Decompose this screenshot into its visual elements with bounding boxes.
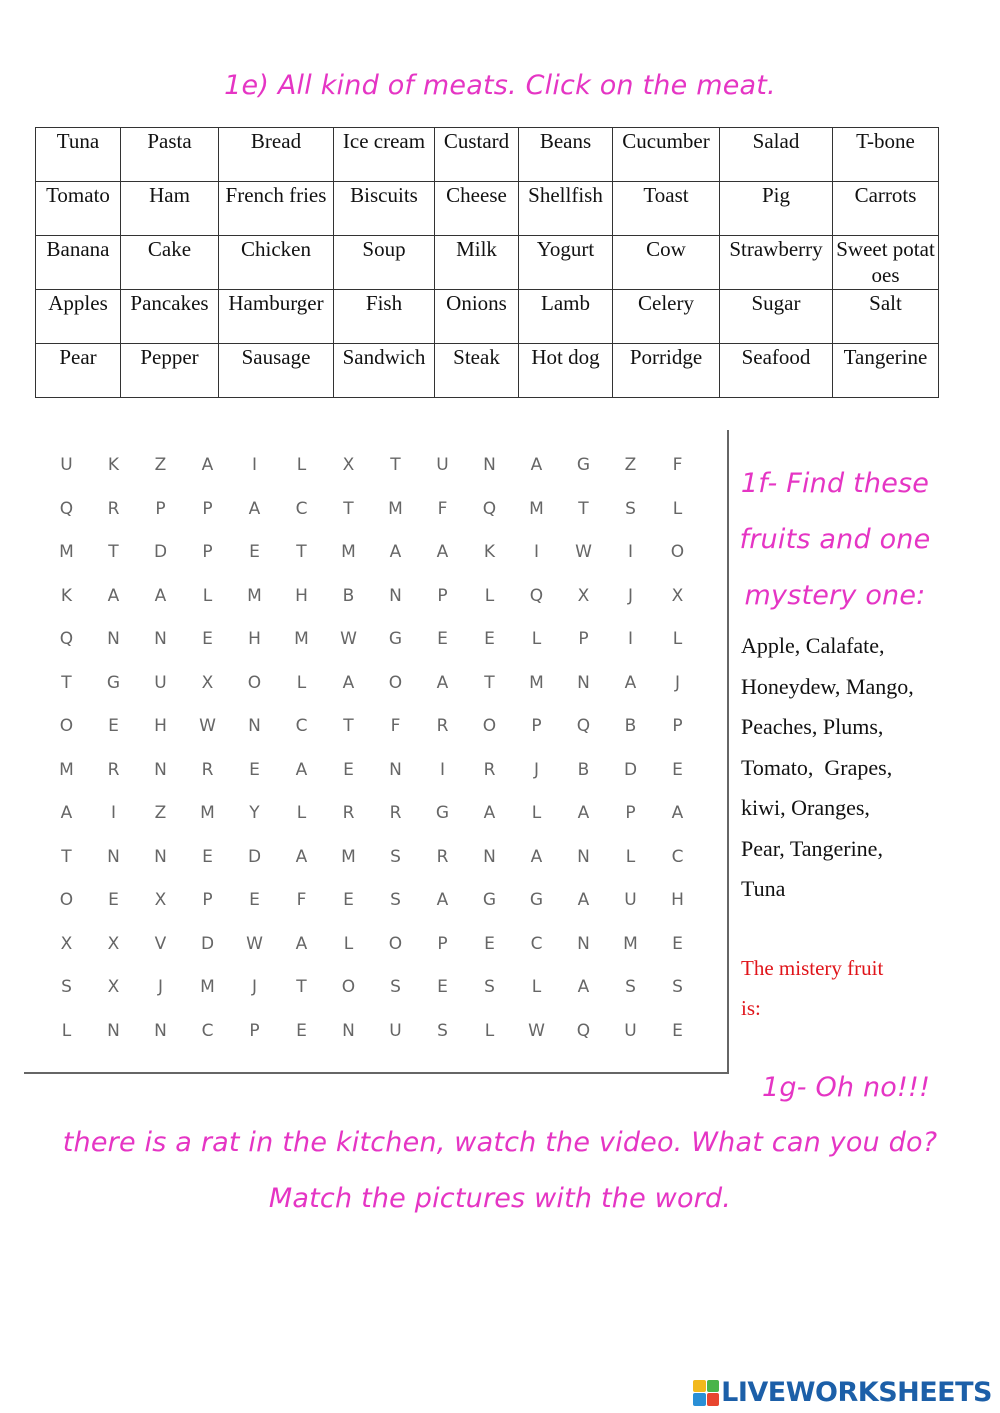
- food-cell[interactable]: Hamburger: [219, 290, 334, 344]
- food-cell[interactable]: Pig: [720, 182, 833, 236]
- word-search-letter[interactable]: H: [671, 890, 684, 910]
- word-search-letter[interactable]: A: [483, 803, 496, 823]
- word-search-letter[interactable]: T: [578, 498, 589, 519]
- word-search-row: [43, 670, 701, 714]
- word-search-letter[interactable]: N: [107, 1020, 120, 1041]
- word-search-letter[interactable]: U: [60, 455, 73, 475]
- food-cell[interactable]: Chicken: [219, 236, 334, 290]
- word-search-row: [43, 452, 701, 496]
- word-search-letter[interactable]: A: [342, 672, 355, 693]
- word-search-letter[interactable]: R: [483, 759, 496, 780]
- word-search-letter[interactable]: E: [202, 846, 213, 867]
- mystery-fruit-prompt: [741, 948, 961, 1028]
- word-search-letter[interactable]: G: [106, 672, 121, 693]
- word-search-letter[interactable]: P: [672, 716, 683, 736]
- food-cell[interactable]: Toast: [613, 182, 720, 236]
- word-search-letter[interactable]: N: [389, 759, 402, 780]
- word-search-letter[interactable]: N: [342, 1020, 355, 1041]
- word-search-letter[interactable]: S: [672, 977, 683, 997]
- food-table-row: [36, 290, 939, 344]
- word-search-letter[interactable]: M: [247, 585, 262, 606]
- word-search-letter[interactable]: L: [202, 585, 213, 606]
- word-search-letter[interactable]: T: [343, 716, 354, 736]
- word-search-letter[interactable]: L: [672, 629, 683, 649]
- word-search-letter[interactable]: A: [530, 455, 543, 475]
- word-search-letter[interactable]: P: [625, 803, 636, 823]
- word-search-letter[interactable]: J: [674, 672, 680, 693]
- word-search-letter[interactable]: P: [437, 933, 448, 954]
- word-search-letter[interactable]: W: [199, 716, 216, 736]
- word-search-letter[interactable]: P: [155, 498, 166, 519]
- word-search-letter[interactable]: W: [246, 933, 263, 954]
- word-search-letter[interactable]: N: [389, 585, 402, 606]
- word-search-letter[interactable]: M: [341, 846, 356, 867]
- food-cell[interactable]: Apples: [36, 290, 121, 344]
- word-search-letter[interactable]: Q: [576, 1020, 591, 1041]
- word-search-letter[interactable]: A: [577, 803, 590, 823]
- exercise-1f-title: [735, 456, 935, 624]
- word-search-letter[interactable]: Z: [154, 803, 167, 823]
- word-search-letter[interactable]: S: [390, 846, 401, 867]
- word-search-letter[interactable]: P: [578, 629, 589, 649]
- exercise-1g-title: 1g- Oh no!!!: [762, 1072, 931, 1103]
- word-search-letter[interactable]: N: [483, 846, 496, 867]
- word-search-letter[interactable]: E: [249, 542, 260, 562]
- food-cell[interactable]: Pepper: [121, 344, 219, 398]
- fruit-list-line: Peaches, Plums,: [741, 714, 884, 739]
- word-search-letter[interactable]: H: [248, 629, 261, 649]
- word-search-letter[interactable]: U: [436, 455, 449, 475]
- fruit-list: [741, 626, 991, 910]
- food-cell[interactable]: Onions: [435, 290, 519, 344]
- food-cell[interactable]: Pasta: [121, 128, 219, 182]
- food-cell[interactable]: Pancakes: [121, 290, 219, 344]
- word-search-letter[interactable]: N: [483, 455, 496, 475]
- word-search-letter[interactable]: T: [390, 455, 401, 475]
- word-search-letter[interactable]: B: [342, 585, 355, 606]
- word-search-letter[interactable]: M: [59, 542, 74, 562]
- word-search-letter[interactable]: A: [436, 672, 449, 693]
- word-search-letter[interactable]: O: [482, 716, 497, 736]
- word-search-letter[interactable]: A: [530, 846, 543, 867]
- title-1f-line: mystery one:: [744, 580, 926, 611]
- word-search-letter[interactable]: I: [439, 759, 445, 780]
- food-cell[interactable]: Milk: [435, 236, 519, 290]
- word-search-row: [43, 800, 701, 844]
- word-search-letter[interactable]: X: [107, 933, 120, 954]
- word-search-letter[interactable]: C: [295, 716, 308, 736]
- word-search-letter[interactable]: P: [202, 498, 213, 519]
- word-search-letter[interactable]: M: [59, 759, 74, 780]
- word-search-letter[interactable]: L: [625, 846, 636, 867]
- word-search-letter[interactable]: R: [389, 803, 402, 823]
- word-search-letter[interactable]: T: [108, 542, 119, 562]
- food-cell[interactable]: Bread: [219, 128, 334, 182]
- title-1f-line: fruits and one: [739, 524, 931, 555]
- word-search-letter[interactable]: M: [529, 498, 544, 519]
- word-search-letter[interactable]: J: [533, 759, 539, 780]
- food-cell[interactable]: T-bone: [833, 128, 939, 182]
- word-search-letter[interactable]: O: [341, 977, 356, 997]
- food-table-row: [36, 182, 939, 236]
- word-search-letter[interactable]: D: [200, 933, 215, 954]
- word-search-letter[interactable]: U: [389, 1020, 402, 1041]
- word-search-letter[interactable]: N: [107, 846, 120, 867]
- logo-square: [693, 1393, 706, 1406]
- logo-square: [693, 1380, 706, 1393]
- word-search-letter[interactable]: G: [529, 890, 544, 910]
- word-search-letter[interactable]: U: [624, 890, 637, 910]
- word-search-letter[interactable]: L: [484, 585, 495, 606]
- word-search-letter[interactable]: D: [623, 759, 638, 780]
- word-search-letter[interactable]: P: [249, 1020, 260, 1041]
- word-search-letter[interactable]: P: [531, 716, 542, 736]
- word-search-letter[interactable]: A: [201, 455, 214, 475]
- word-search-letter[interactable]: C: [671, 846, 684, 867]
- fruit-list-line: Pear, Tangerine,: [741, 835, 883, 861]
- food-cell[interactable]: Porridge: [613, 344, 720, 398]
- word-search-letter[interactable]: R: [342, 803, 355, 823]
- match-instruction: Match the pictures with the word.: [268, 1183, 732, 1214]
- word-search-letter[interactable]: G: [482, 890, 497, 910]
- word-search-letter[interactable]: L: [531, 629, 542, 649]
- word-search-letter[interactable]: O: [388, 933, 403, 954]
- food-cell[interactable]: Cow: [613, 236, 720, 290]
- word-search-letter[interactable]: R: [107, 759, 120, 780]
- word-search-letter[interactable]: L: [343, 933, 354, 954]
- word-search-letter[interactable]: T: [484, 672, 495, 693]
- word-search-letter[interactable]: P: [437, 585, 448, 606]
- word-search-row: [43, 931, 701, 975]
- word-search-letter[interactable]: A: [295, 759, 308, 780]
- word-search-letter[interactable]: A: [671, 803, 684, 823]
- word-search-row: [43, 496, 701, 540]
- liveworksheets-brand: [693, 1377, 992, 1408]
- word-search-letter[interactable]: P: [202, 542, 213, 562]
- word-search-letter[interactable]: M: [294, 629, 309, 649]
- word-search-row: [43, 974, 701, 1018]
- fruit-list-line: Honeydew, Mango,: [741, 673, 914, 699]
- food-cell[interactable]: Tuna: [36, 128, 121, 182]
- word-search-letter[interactable]: A: [107, 585, 120, 606]
- word-search-letter[interactable]: L: [484, 1020, 495, 1041]
- word-search-letter[interactable]: I: [251, 455, 257, 475]
- word-search-letter[interactable]: N: [577, 933, 590, 954]
- word-search-letter[interactable]: F: [672, 455, 683, 475]
- food-cell[interactable]: Salad: [720, 128, 833, 182]
- word-search-letter[interactable]: Q: [59, 629, 74, 649]
- word-search-letter[interactable]: E: [343, 759, 354, 780]
- food-table-row: [36, 236, 939, 290]
- word-search-letter[interactable]: E: [249, 890, 260, 910]
- word-search-letter[interactable]: U: [154, 672, 167, 693]
- word-search-letter[interactable]: K: [483, 542, 496, 562]
- food-cell[interactable]: Sugar: [720, 290, 833, 344]
- word-search-row: [43, 539, 701, 583]
- word-search-letter[interactable]: C: [295, 498, 308, 519]
- word-search-letter[interactable]: L: [296, 455, 307, 475]
- word-search-letter[interactable]: S: [390, 890, 401, 910]
- word-search-letter[interactable]: N: [154, 759, 167, 780]
- word-search-letter[interactable]: Q: [482, 498, 497, 519]
- word-search-letter[interactable]: P: [202, 890, 213, 910]
- word-search-letter[interactable]: G: [435, 803, 450, 823]
- word-search-letter[interactable]: J: [157, 977, 163, 997]
- food-cell[interactable]: Sausage: [219, 344, 334, 398]
- word-search-letter[interactable]: S: [390, 977, 401, 997]
- word-search-letter[interactable]: S: [437, 1020, 448, 1041]
- word-search-letter[interactable]: C: [201, 1020, 214, 1041]
- word-search-letter[interactable]: Z: [154, 455, 167, 475]
- food-cell[interactable]: Yogurt: [519, 236, 613, 290]
- word-search-letter[interactable]: M: [341, 542, 356, 562]
- logo-square: [707, 1393, 720, 1406]
- word-search-letter[interactable]: A: [389, 542, 402, 562]
- word-search-letter[interactable]: X: [671, 585, 684, 606]
- word-search-letter[interactable]: A: [577, 977, 590, 997]
- word-search-letter[interactable]: W: [340, 629, 357, 649]
- word-search-letter[interactable]: T: [61, 846, 72, 867]
- food-table: [35, 127, 939, 398]
- word-search-letter[interactable]: F: [296, 890, 307, 910]
- word-search-letter[interactable]: E: [108, 716, 119, 736]
- word-search-letter[interactable]: E: [249, 759, 260, 780]
- food-cell[interactable]: Cake: [121, 236, 219, 290]
- word-search-letter[interactable]: E: [672, 759, 683, 780]
- word-search-letter[interactable]: M: [623, 933, 638, 954]
- food-cell[interactable]: Tangerine: [833, 344, 939, 398]
- word-search-letter[interactable]: O: [388, 672, 403, 693]
- food-table-row: [36, 344, 939, 398]
- word-search-letter[interactable]: E: [484, 933, 495, 954]
- word-search-letter[interactable]: L: [61, 1020, 72, 1041]
- word-search-letter[interactable]: D: [247, 846, 262, 867]
- word-search-letter[interactable]: E: [296, 1020, 307, 1041]
- word-search-letter[interactable]: R: [436, 716, 449, 736]
- word-search-letter[interactable]: A: [295, 846, 308, 867]
- word-search-row: [43, 1018, 701, 1062]
- word-search-letter[interactable]: Q: [59, 498, 74, 519]
- word-search-letter[interactable]: J: [627, 585, 633, 606]
- word-search-letter[interactable]: N: [577, 672, 590, 693]
- word-search-letter[interactable]: E: [672, 933, 683, 954]
- food-cell[interactable]: Cheese: [435, 182, 519, 236]
- word-search-row: [43, 583, 701, 627]
- word-search-letter[interactable]: E: [437, 977, 448, 997]
- liveworksheets-logo-icon: [693, 1380, 719, 1406]
- word-search-letter[interactable]: B: [624, 716, 637, 736]
- mystery-line: The mistery fruit: [741, 956, 884, 980]
- food-cell[interactable]: French fries: [219, 182, 334, 236]
- word-search-letter[interactable]: E: [343, 890, 354, 910]
- word-search-letter[interactable]: N: [154, 846, 167, 867]
- word-search-letter[interactable]: L: [296, 803, 307, 823]
- word-search-letter[interactable]: I: [110, 803, 116, 823]
- word-search-letter[interactable]: N: [577, 846, 590, 867]
- word-search-letter[interactable]: L: [672, 498, 683, 519]
- word-search-letter[interactable]: A: [436, 890, 449, 910]
- word-search-letter[interactable]: E: [672, 1020, 683, 1041]
- word-search-letter[interactable]: X: [577, 585, 590, 606]
- word-search-letter[interactable]: I: [627, 542, 633, 562]
- food-cell[interactable]: Lamb: [519, 290, 613, 344]
- word-search-row: [43, 757, 701, 801]
- word-search-letter[interactable]: F: [437, 498, 448, 519]
- word-search-letter[interactable]: Z: [624, 455, 637, 475]
- food-cell[interactable]: Shellfish: [519, 182, 613, 236]
- food-cell[interactable]: Beans: [519, 128, 613, 182]
- word-search-letter[interactable]: C: [530, 933, 543, 954]
- word-search-letter[interactable]: E: [484, 629, 495, 649]
- word-search-letter[interactable]: A: [577, 890, 590, 910]
- word-search-letter[interactable]: R: [436, 846, 449, 867]
- word-search-letter[interactable]: X: [60, 933, 73, 954]
- word-search-letter[interactable]: R: [107, 498, 120, 519]
- food-cell[interactable]: Banana: [36, 236, 121, 290]
- word-search-letter[interactable]: W: [528, 1020, 545, 1041]
- word-search-letter[interactable]: H: [154, 716, 167, 736]
- word-search-letter[interactable]: O: [59, 890, 74, 910]
- word-search-letter[interactable]: N: [248, 716, 261, 736]
- food-cell[interactable]: Salt: [833, 290, 939, 344]
- food-cell[interactable]: Seafood: [720, 344, 833, 398]
- word-search-letter[interactable]: S: [625, 498, 636, 519]
- title-1f-line: 1f- Find these: [740, 468, 930, 499]
- word-search-letter[interactable]: M: [529, 672, 544, 693]
- word-search-letter[interactable]: X: [154, 890, 167, 910]
- food-cell[interactable]: Steak: [435, 344, 519, 398]
- word-search-letter[interactable]: A: [624, 672, 637, 693]
- word-search-letter[interactable]: M: [200, 803, 215, 823]
- fruit-list-line: Tuna: [741, 876, 786, 901]
- word-search-letter[interactable]: Q: [529, 585, 544, 606]
- word-search-letter[interactable]: H: [295, 585, 308, 606]
- word-search-letter[interactable]: T: [296, 977, 307, 997]
- word-search-letter[interactable]: S: [625, 977, 636, 997]
- word-search-letter[interactable]: W: [575, 542, 592, 562]
- word-search-letter[interactable]: O: [670, 542, 685, 562]
- rat-instruction: there is a rat in the kitchen, watch the video. What can you do?: [62, 1127, 938, 1158]
- word-search-letter[interactable]: I: [533, 542, 539, 562]
- food-cell[interactable]: Biscuits: [334, 182, 435, 236]
- fruit-list-line: Tomato, Grapes,: [741, 754, 893, 780]
- word-search-letter[interactable]: O: [59, 716, 74, 736]
- food-cell[interactable]: Ice cream: [334, 128, 435, 182]
- word-search-letter[interactable]: M: [388, 498, 403, 519]
- word-search-letter[interactable]: G: [388, 629, 403, 649]
- word-search-letter[interactable]: E: [108, 890, 119, 910]
- word-search-letter[interactable]: N: [154, 629, 167, 649]
- word-search-letter[interactable]: A: [295, 933, 308, 954]
- word-search-letter[interactable]: L: [531, 977, 542, 997]
- food-cell[interactable]: Cucumber: [613, 128, 720, 182]
- word-search-letter[interactable]: S: [484, 977, 495, 997]
- word-search-letter[interactable]: N: [107, 629, 120, 649]
- word-search-letter[interactable]: E: [202, 629, 213, 649]
- food-cell[interactable]: Sweet potatoes: [833, 236, 939, 290]
- word-search-letter[interactable]: T: [61, 672, 72, 693]
- brand-name: LIVEWORKSHEETS: [721, 1377, 992, 1408]
- word-search-letter[interactable]: X: [201, 672, 214, 693]
- food-cell[interactable]: Strawberry: [720, 236, 833, 290]
- food-cell[interactable]: Carrots: [833, 182, 939, 236]
- food-table-row: [36, 128, 939, 182]
- exercise-1e-title: 1e) All kind of meats. Click on the meat.: [224, 70, 776, 101]
- word-search-row: [43, 844, 701, 888]
- food-cell[interactable]: Pear: [36, 344, 121, 398]
- word-search-letter[interactable]: S: [61, 977, 72, 997]
- word-search-letter[interactable]: A: [436, 542, 449, 562]
- word-search-letter[interactable]: G: [576, 455, 591, 475]
- food-cell[interactable]: Custard: [435, 128, 519, 182]
- fruit-list-line: Apple, Calafate,: [741, 633, 885, 658]
- word-search-letter[interactable]: T: [343, 498, 354, 519]
- word-search-row: [43, 887, 701, 931]
- word-search-row: [43, 713, 701, 757]
- word-search-letter[interactable]: M: [200, 977, 215, 997]
- mystery-line: is:: [741, 996, 761, 1020]
- word-search-letter[interactable]: L: [531, 803, 542, 823]
- food-cell[interactable]: Tomato: [36, 182, 121, 236]
- word-search-letter[interactable]: Q: [576, 716, 591, 736]
- word-search-grid: [43, 452, 701, 1061]
- word-search-letter[interactable]: U: [624, 1020, 637, 1041]
- food-cell[interactable]: Soup: [334, 236, 435, 290]
- word-search-letter[interactable]: R: [201, 759, 214, 780]
- word-search-letter[interactable]: X: [107, 977, 120, 997]
- word-search-letter[interactable]: T: [296, 542, 307, 562]
- word-search-row: [43, 626, 701, 670]
- food-cell[interactable]: Celery: [613, 290, 720, 344]
- word-search-letter[interactable]: J: [251, 977, 257, 997]
- word-search-letter[interactable]: N: [154, 1020, 167, 1041]
- food-cell[interactable]: Ham: [121, 182, 219, 236]
- food-cell[interactable]: Fish: [334, 290, 435, 344]
- food-cell[interactable]: Sandwich: [334, 344, 435, 398]
- logo-square: [707, 1380, 720, 1393]
- word-search-letter[interactable]: K: [60, 585, 73, 606]
- fruit-list-line: kiwi, Oranges,: [741, 795, 870, 820]
- word-search-letter[interactable]: A: [248, 498, 261, 519]
- word-search-letter[interactable]: K: [107, 455, 120, 475]
- word-search-letter[interactable]: E: [437, 629, 448, 649]
- word-search-letter[interactable]: Y: [249, 803, 260, 823]
- word-search-letter[interactable]: O: [247, 672, 262, 693]
- word-search-letter[interactable]: I: [627, 629, 633, 649]
- word-search-letter[interactable]: A: [60, 803, 73, 823]
- word-search-letter[interactable]: A: [154, 585, 167, 606]
- word-search-letter[interactable]: L: [296, 672, 307, 693]
- food-cell[interactable]: Hot dog: [519, 344, 613, 398]
- word-search-letter[interactable]: X: [342, 455, 355, 475]
- word-search-letter[interactable]: D: [153, 542, 168, 562]
- word-search-letter[interactable]: F: [390, 716, 401, 736]
- word-search-letter[interactable]: B: [577, 759, 590, 780]
- word-search-letter[interactable]: V: [154, 933, 167, 954]
